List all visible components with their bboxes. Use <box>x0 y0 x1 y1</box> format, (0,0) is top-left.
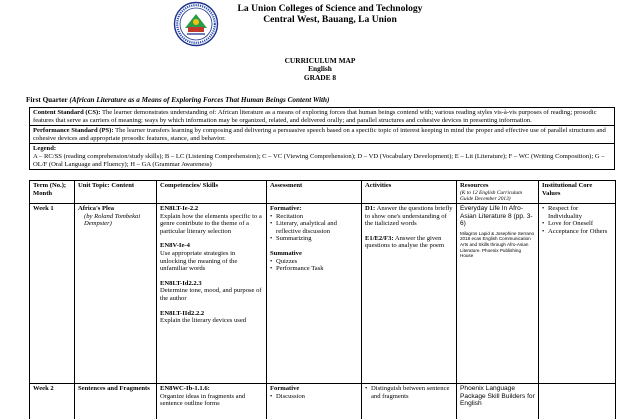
list-item: • Acceptance for Others <box>542 228 612 236</box>
activity-list <box>365 385 453 400</box>
performance-standard-text: The learner transfers learning by composing and delivering a persuasive speech based on a specific topic of interest keeping in mind the proper and effective use of parallel structures and cohesive devices and appropriate prosodic features, stance, and behavior. <box>33 127 606 142</box>
topic-title: Africa's Plea <box>78 205 115 212</box>
competency-code: EN8WC-Ib-1.1.6: <box>160 385 210 392</box>
row-topic <box>75 384 157 419</box>
quarter-label: First Quarter <box>26 96 68 104</box>
performance-standard <box>30 126 614 144</box>
col-resources <box>457 181 539 204</box>
document-header <box>0 3 640 25</box>
activity-item <box>365 235 453 250</box>
list-item: • Love for Oneself <box>542 220 612 228</box>
activity-text: Answer the questions briefly to show one's understanding of the italicized words <box>365 205 453 228</box>
table-row <box>30 384 616 419</box>
row-topic <box>75 204 157 384</box>
resource-title: Everyday Life In Afro-Asian Literature 8 (pp. 3-6) <box>460 205 533 228</box>
competency-code: EN8V-Ie-4 <box>160 242 190 250</box>
assessment-formative-list <box>270 213 358 243</box>
row-activities <box>362 384 457 419</box>
list-item: • Distinguish between sentence and fragments <box>365 385 453 400</box>
legend <box>30 144 614 169</box>
assessment-formative-label: Formative: <box>270 205 302 212</box>
table-row <box>30 204 616 384</box>
list-item: • Respect for Individuality <box>542 205 612 220</box>
topic-title: Sentences and Fragments <box>78 385 150 392</box>
competency-text: Determine tone, mood, and purpose of the author <box>160 287 262 302</box>
competency-text: Explain the literary devices used <box>160 317 247 325</box>
competency-text: Use appropriate strategies in unlocking the meaning of the unfamiliar words <box>160 249 238 273</box>
col-resources-sub: (K to 12 English Curriculum Guide December 2013) <box>460 189 522 202</box>
activity-item <box>365 205 453 228</box>
resource-title: Phoenix Language Package Skill Builders for English <box>460 385 535 408</box>
competency-text: Organize ideas in fragments and sentence outline forms <box>160 392 246 408</box>
assessment-summative-label: Summative <box>270 249 302 257</box>
competency-code: EN8LT-Ie-2.2 <box>160 205 199 212</box>
assessment-formative-label: Formative <box>270 385 300 392</box>
activity-code: E1/E2/F3: <box>365 234 394 242</box>
col-values: Institutional Core Values <box>539 181 616 204</box>
row-term: Week 1 <box>30 204 75 384</box>
list-item: • Performance Task <box>270 265 358 273</box>
row-values <box>539 204 616 384</box>
table-header-row <box>30 181 616 204</box>
standards-box <box>29 107 615 170</box>
assessment-summative-list <box>270 258 358 273</box>
competency-code: EN8LT-Id2.2.3 <box>160 279 202 287</box>
row-resources <box>457 384 539 419</box>
content-standard-label: Content Standard (CS): <box>33 109 101 116</box>
row-assessment <box>267 204 362 384</box>
row-values <box>539 384 616 419</box>
assessment-formative-list <box>270 393 358 401</box>
row-competencies <box>157 204 267 384</box>
resource-citation: Milagros Lapid & Josephine Serrano 2018 ecas English Communication Arts and Skills through Afro-Asian Literature. Phoenix Publishing House <box>460 230 535 259</box>
col-activities: Activities <box>362 181 457 204</box>
row-activities <box>362 204 457 384</box>
row-resources <box>457 204 539 384</box>
performance-standard-label: Performance Standard (PS): <box>33 127 114 135</box>
row-competencies <box>157 384 267 419</box>
document-title <box>0 57 640 82</box>
list-item: • Quizzes <box>270 258 358 266</box>
competency-code: EN8LT-IId2.2.2 <box>160 309 205 317</box>
activity-code: D1: <box>365 205 376 212</box>
col-assessment: Assessment <box>267 181 362 204</box>
school-name: La Union Colleges of Science and Technology <box>237 3 423 14</box>
list-item: • Discussion <box>270 393 358 401</box>
activity-text: Answer the given questions to analyse the poem <box>365 234 445 250</box>
col-topic: Unit Topic: Content <box>75 181 157 204</box>
quarter-heading <box>26 96 329 104</box>
title-curriculum-map: CURRICULUM MAP <box>284 56 356 65</box>
competency-text: Explain how the elements specific to a genre contribute to the theme of a particular literary selection <box>160 212 262 235</box>
legend-label: Legend: <box>33 145 57 153</box>
core-values-list <box>542 205 612 235</box>
row-term: Week 2 <box>30 384 75 419</box>
title-grade: GRADE 8 <box>303 72 337 82</box>
list-item: • Summarizing <box>270 235 358 243</box>
legend-text: A – RC/SS (reading comprehension/study skills); B – LC (Listening Comprehension); C – VC (Viewing Comprehension); D – VD (Vocabulary Development); E – Lit (Literature); F – WC (Writing Composition); G – OL/F (Oral Language and Fluency); H – GA (Grammar Awareness) <box>33 152 605 168</box>
col-resources-label: Resources <box>460 182 489 189</box>
list-item: • Recitation <box>270 213 358 221</box>
content-standard <box>30 108 614 126</box>
content-standard-text: The learner demonstrates understanding of: African literature as a means of exploring forces that human beings contend with; various reading styles vis-à-vis purposes of reading; prosodic features that serve as carriers of meaning; ways by which information may be organized, related, and delivered orally; and parallel structures and cohesive devices in presenting information. <box>33 109 597 124</box>
list-item: • Literary, analytical and reflective discussion <box>270 220 358 235</box>
col-competencies: Competencies/ Skills <box>157 181 267 204</box>
row-assessment <box>267 384 362 419</box>
topic-author: (by Roland Tombekai Dempster) <box>84 212 141 228</box>
col-term: Term (No.); Month <box>30 181 75 204</box>
school-address: Central West, Bauang, La Union <box>263 14 397 25</box>
title-subject: English <box>308 64 332 74</box>
quarter-theme: (African Literature as a Means of Exploring Forces That Human Beings Content With) <box>69 96 330 104</box>
curriculum-table <box>29 180 616 419</box>
